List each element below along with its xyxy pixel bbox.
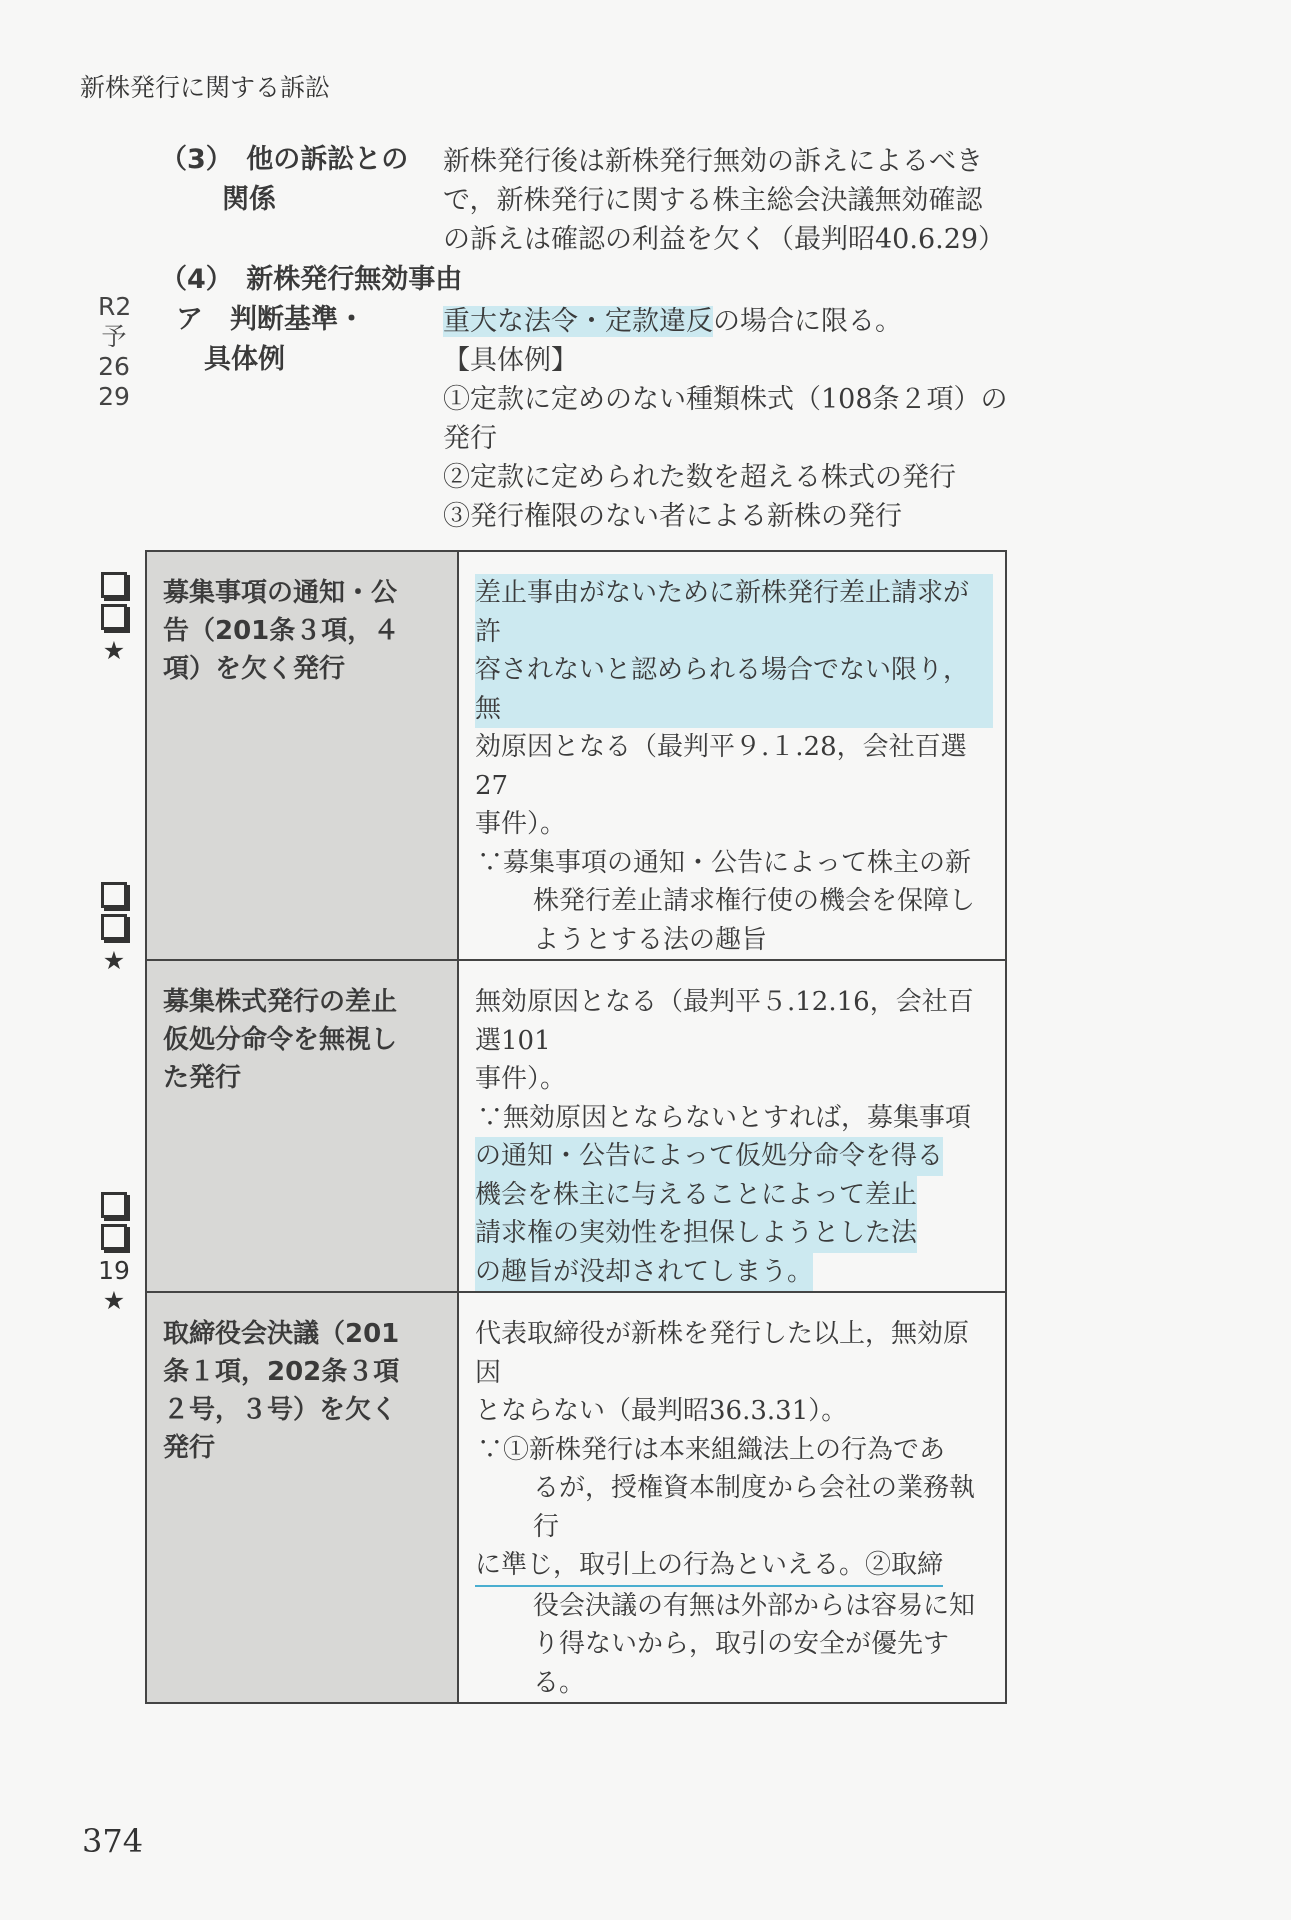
- text-line: で，新株発行に関する株主総会決議無効確認: [443, 185, 983, 216]
- checkbox-icon[interactable]: [101, 572, 127, 598]
- example-line: ③発行権限のない者による新株の発行: [443, 501, 902, 532]
- cell-line: 募集事項の通知・公: [163, 578, 398, 608]
- checkbox-icon[interactable]: [101, 914, 127, 940]
- star-icon: ★: [102, 1286, 126, 1315]
- section-3-text: [443, 142, 1005, 259]
- checkbox-icon[interactable]: [101, 604, 127, 630]
- highlighted-block: [475, 574, 993, 728]
- cell-line: 取締役会決議（201: [163, 1319, 400, 1349]
- section-4a-text: [443, 302, 1008, 536]
- cell-line: ２号，３号）を欠く: [163, 1395, 398, 1425]
- highlighted-text: 重大な法令・定款違反: [443, 306, 713, 337]
- cell-line: 無効原因となる（最判平５.12.16，会社百選101: [475, 987, 974, 1056]
- cell-line: 募集株式発行の差止: [163, 987, 398, 1017]
- row-2-markers: [98, 878, 130, 976]
- margin-note: 29: [98, 382, 130, 411]
- table-cell-explanation: [458, 960, 1006, 1292]
- cell-line: とならない（最判昭36.3.31）。: [475, 1396, 848, 1426]
- margin-exam-notes: [98, 292, 130, 412]
- text-line: [443, 302, 1008, 341]
- reason-line: に準じ，取引上の行為といえる。②取締: [475, 1546, 943, 1587]
- running-header: 新株発行に関する訴訟: [80, 73, 331, 102]
- example-line: ①定款に定めのない種類株式（108条２項）の: [443, 384, 1008, 415]
- cell-line: 項）を欠く発行: [163, 654, 346, 684]
- row-1-markers: [98, 568, 130, 666]
- cell-line: 代表取締役が新株を発行した以上，無効原因: [475, 1319, 970, 1388]
- reason-line: ∵①新株発行は本来組織法上の行為であ: [477, 1434, 946, 1465]
- margin-note: 予: [101, 322, 127, 351]
- margin-note: R2: [98, 292, 132, 321]
- reason-line: の趣旨が没却されてしまう。: [475, 1253, 813, 1292]
- reason-line: り得ないから，取引の安全が優先する。: [533, 1629, 950, 1698]
- cell-line: 告（201条３項，４: [163, 616, 400, 646]
- cell-line: 仮処分命令を無視し: [163, 1025, 398, 1055]
- table-cell-topic: [146, 1292, 458, 1703]
- reason-line: るが，授権資本制度から会社の業務執行: [533, 1473, 976, 1542]
- reason-line: ∵募集事項の通知・公告によって株主の新: [477, 847, 972, 878]
- reason-line: 株発行差止請求権行使の機会を保障し: [533, 886, 976, 916]
- reason-line: 役会決議の有無は外部からは容易に知: [533, 1590, 976, 1621]
- cell-line: 発行: [163, 1433, 216, 1463]
- table-row: [146, 551, 1006, 960]
- reason-line: の通知・公告によって仮処分命令を得る: [475, 1137, 943, 1176]
- example-line: 発行: [443, 423, 497, 454]
- cell-line: 条１項，202条３項: [163, 1357, 400, 1387]
- section-3-label-line: （3） 他の訴訟との: [160, 144, 409, 175]
- table-row: [146, 1292, 1006, 1703]
- exam-year-note: 19: [98, 1256, 130, 1285]
- table-cell-topic: [146, 960, 458, 1292]
- invalidity-cases-table: [145, 550, 1007, 1704]
- section-4a-label-line: ア 判断基準・: [176, 304, 365, 335]
- section-4-heading: （4） 新株発行無効事由: [160, 264, 463, 295]
- reason-line: 機会を株主に与えることによって差止: [475, 1176, 917, 1215]
- star-icon: ★: [102, 946, 126, 975]
- section-4a-label: [176, 300, 365, 380]
- text-line: 新株発行後は新株発行無効の訴えによるべき: [443, 146, 983, 177]
- text-line: の訴えは確認の利益を欠く（最判昭40.6.29）: [443, 224, 1006, 255]
- checkbox-icon[interactable]: [101, 1224, 127, 1250]
- cell-line: 差止事由がないために新株発行差止請求が許: [475, 578, 970, 647]
- page-number: 374: [82, 1822, 144, 1860]
- section-3-label: [160, 140, 408, 220]
- row-3-markers: [98, 1188, 130, 1316]
- cell-line: た発行: [163, 1063, 242, 1093]
- checkbox-icon[interactable]: [101, 882, 127, 908]
- reason-line: ようとする法の趣旨: [533, 924, 768, 955]
- cell-line: 事件）。: [475, 1064, 567, 1094]
- cell-line: 事件）。: [475, 809, 567, 839]
- margin-note: 26: [98, 352, 130, 381]
- reason-line: ∵無効原因とならないとすれば，募集事項: [477, 1102, 972, 1133]
- cell-line: 容されないと認められる場合でない限り，無: [475, 655, 970, 724]
- section-3-label-line: 関係: [222, 184, 276, 215]
- table-cell-explanation: [458, 1292, 1006, 1703]
- table-row: [146, 960, 1006, 1292]
- table-cell-topic: [146, 551, 458, 960]
- cell-line: 効原因となる（最判平９.１.28，会社百選27: [475, 732, 967, 801]
- section-4a-label-line: 具体例: [204, 344, 285, 375]
- text-span: の場合に限る。: [713, 306, 902, 337]
- checkbox-icon[interactable]: [101, 1192, 127, 1218]
- table-cell-explanation: [458, 551, 1006, 960]
- star-icon: ★: [102, 636, 126, 665]
- examples-heading: 【具体例】: [443, 345, 578, 376]
- reason-line: 請求権の実効性を担保しようとした法: [475, 1214, 917, 1253]
- example-line: ②定款に定められた数を超える株式の発行: [443, 462, 956, 493]
